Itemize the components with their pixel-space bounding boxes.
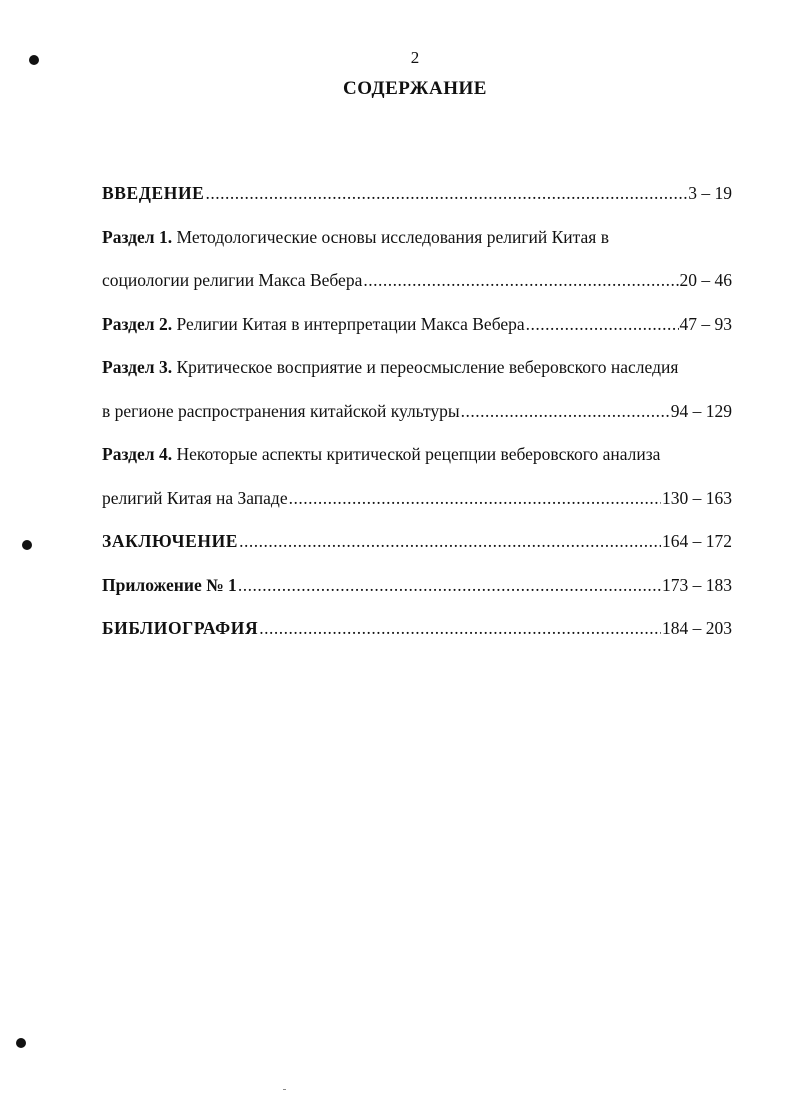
toc-entry-conclusion — [102, 520, 732, 564]
toc-entry-appendix-1 — [102, 564, 732, 608]
toc-entry-label — [102, 314, 525, 335]
toc-entry-text: Некоторые аспекты критической рецепции веберовского анализа — [172, 444, 661, 465]
dot-leader — [239, 531, 661, 552]
toc-entry-text: религий Китая на Западе — [102, 487, 288, 508]
toc-entry-section-1 — [102, 216, 732, 260]
toc-entry-label — [102, 618, 258, 639]
page-title: СОДЕРЖАНИЕ — [343, 78, 487, 99]
toc-entry-heading: Раздел 2. — [102, 313, 173, 334]
toc-entry-pages: 3 – 19 — [688, 183, 732, 204]
toc-entry-section-1-cont — [102, 259, 732, 303]
toc-entry-text: социологии религии Макса Вебера — [102, 270, 363, 291]
toc-entry-pages: 47 – 93 — [679, 313, 732, 334]
toc-entry-heading: БИБЛИОГРАФИЯ — [102, 618, 259, 639]
dot-leader — [238, 575, 661, 596]
toc-entry-heading: Раздел 3. — [102, 357, 173, 378]
toc-entry-section-4-cont — [102, 477, 732, 521]
toc-entry-label — [102, 227, 609, 248]
dot-leader — [363, 270, 678, 291]
toc-entry-heading: Приложение № 1 — [102, 574, 237, 595]
toc-entry-pages: 130 – 163 — [662, 487, 732, 508]
toc-entry-label — [102, 575, 237, 596]
toc-entry-heading: Раздел 1. — [102, 226, 173, 247]
scan-speck — [283, 1089, 286, 1090]
punch-hole-bottom — [16, 1038, 26, 1048]
dot-leader — [259, 618, 661, 639]
punch-hole-middle — [22, 540, 32, 550]
toc-entry-pages: 173 – 183 — [662, 574, 732, 595]
toc-entry-bibliography — [102, 607, 732, 651]
toc-entry-section-4 — [102, 433, 732, 477]
toc-entry-pages: 164 – 172 — [662, 531, 732, 552]
toc-entry-label — [102, 444, 660, 465]
toc-entry-text: Критическое восприятие и переосмысление веберовского наследия — [172, 357, 679, 378]
toc-entry-heading: ЗАКЛЮЧЕНИЕ — [102, 531, 239, 552]
toc-entry-text: Религии Китая в интерпретации Макса Вебера — [172, 313, 525, 334]
toc-entry-pages: 184 – 203 — [662, 618, 732, 639]
toc-entry-text: Методологические основы исследования религий Китая в — [172, 226, 609, 247]
toc-entry-introduction — [102, 172, 732, 216]
dot-leader — [461, 401, 670, 422]
toc-entry-pages: 94 – 129 — [670, 400, 732, 421]
table-of-contents — [102, 172, 732, 651]
toc-entry-section-3 — [102, 346, 732, 390]
toc-entry-label — [102, 183, 204, 204]
toc-entry-pages: 20 – 46 — [679, 270, 732, 291]
toc-entry-heading: ВВЕДЕНИЕ — [102, 183, 205, 204]
toc-entry-label — [102, 357, 678, 378]
toc-entry-label — [102, 531, 238, 552]
page-number: 2 — [410, 48, 420, 67]
dot-leader — [526, 314, 679, 335]
toc-entry-section-3-cont — [102, 390, 732, 434]
dot-leader — [205, 183, 687, 204]
toc-entry-heading: Раздел 4. — [102, 444, 173, 465]
toc-entry-text: в регионе распространения китайской культуры — [102, 400, 460, 421]
toc-entry-section-2 — [102, 303, 732, 347]
dot-leader — [289, 488, 661, 509]
